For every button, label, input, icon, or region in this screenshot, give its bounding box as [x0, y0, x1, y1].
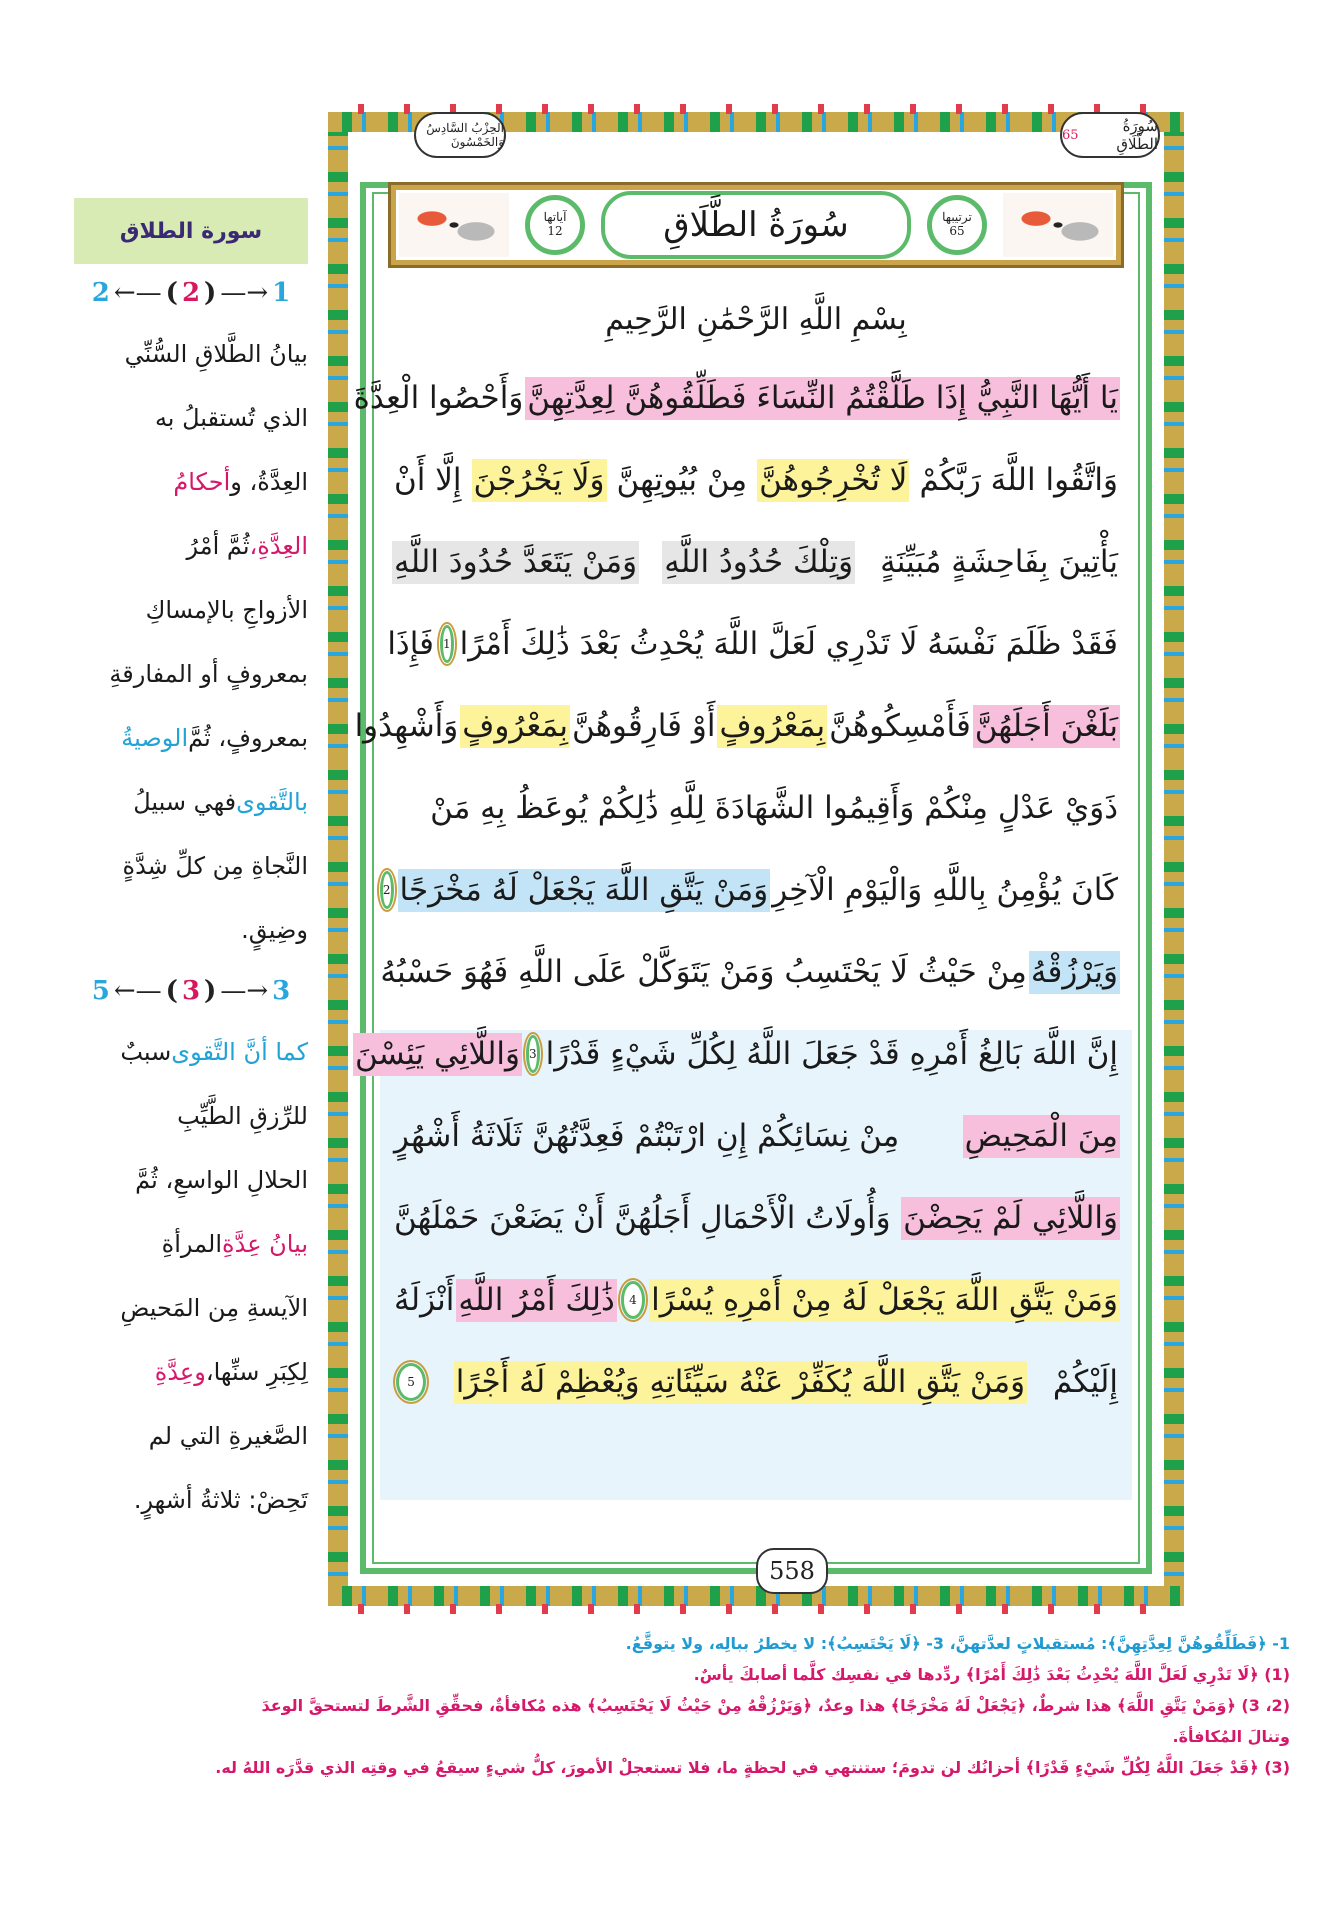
tafsir-text: ثُمَّ أمْرُ [186, 532, 250, 560]
range-group: 2 [181, 278, 201, 308]
verse-text: مِنْ نِسَائِكُمْ إِنِ ارْتَبْتُمْ فَعِدَّتُهُنَّ ثَلَاثَةُ أَشْهُرٍ [394, 1117, 900, 1154]
verse-text: كَانَ يُؤْمِنُ بِاللَّهِ وَالْيَوْمِ الْآخِرِ [772, 871, 1118, 908]
verse-text: مِنْ بُيُوتِهِنَّ [616, 461, 748, 498]
tafsir-text: بمعروفٍ، ثُمَّ [188, 724, 308, 752]
verse-text: وَأُولَاتُ الْأَحْمَالِ أَجَلُهُنَّ أَنْ يَضَعْنَ حَمْلَهُنَّ [394, 1199, 891, 1236]
arrow-right-icon: —→ [220, 976, 269, 1006]
verse-line [354, 1016, 1120, 1092]
surah-title [601, 191, 911, 259]
ayah-number-marker: 3 [526, 1035, 540, 1073]
tafsir-line [74, 1276, 308, 1340]
tafsir-keyword: بالتَّقوى [236, 788, 308, 816]
range-end: 2 [91, 278, 110, 308]
tafsir-line [74, 706, 308, 770]
verse-text: أَوْ فَارِقُوهُنَّ [571, 707, 716, 744]
tafsir-text: الصَّغيرةِ التي لم [148, 1422, 308, 1450]
tafsir-text: العِدَّةُ، و [230, 468, 308, 496]
tafsir-line [74, 1404, 308, 1468]
highlighted-phrase: يَا أَيُّهَا النَّبِيُّ إِذَا طَلَّقْتُمُ النِّسَاءَ فَطَلِّقُوهُنَّ لِعِدَّتِهِنَّ [525, 377, 1120, 420]
highlighted-phrase: وَمَنْ يَتَّقِ اللَّهَ يَجْعَلْ لَهُ مِنْ أَمْرِهِ يُسْرًا [649, 1279, 1120, 1322]
tafsir-line [74, 322, 308, 386]
verse-line [392, 1098, 1120, 1174]
tafsir-keyword: أحكامُ [173, 468, 231, 496]
highlighted-phrase: بَلَغْنَ أَجَلَهُنَّ [973, 705, 1120, 748]
tafsir-keyword: بيانُ عِدَّةِ [222, 1230, 308, 1258]
tafsir-text: الأزواجِ بالإمساكِ [145, 596, 308, 624]
tafsir-text: بيانُ الطَّلاقِ السُّنِّي [124, 340, 308, 368]
paren: ) [204, 278, 217, 308]
verse-text: وَاتَّقُوا اللَّهَ رَبَّكُمْ [919, 461, 1118, 498]
verse-text: مِنْ حَيْثُ لَا يَحْتَسِبُ وَمَنْ يَتَوَكَّلْ عَلَى اللَّهِ فَهُوَ حَسْبُهُ [380, 953, 1027, 990]
arrow-left-icon: ←— [113, 976, 162, 1006]
surah-title-text: سُورَةُ الطَّلَاقِ [663, 205, 849, 245]
arrow-right-icon: —→ [220, 278, 269, 308]
verse-text: فَأَمْسِكُوهُنَّ [829, 707, 971, 744]
verse-line [354, 688, 1120, 764]
highlighted-phrase: وَاللَّائِي لَمْ يَحِضْنَ [901, 1197, 1120, 1240]
tafsir-line [74, 1212, 308, 1276]
ayah-number-marker: 5 [396, 1363, 426, 1401]
tafsir-line [74, 898, 308, 962]
verses-count-label: آياتها [543, 210, 567, 225]
tafsir-line [74, 1340, 308, 1404]
sidebar-title: سورة الطلاق [74, 198, 308, 264]
tafsir-text: الحلالِ الواسعِ، ثُمَّ [135, 1166, 308, 1194]
highlighted-phrase: لَا تُخْرِجُوهُنَّ [757, 459, 909, 502]
hizb-label [414, 112, 506, 158]
verse-text: يَأْتِينَ بِفَاحِشَةٍ مُبَيِّنَةٍ [880, 543, 1118, 580]
surah-label [1060, 112, 1160, 158]
highlighted-phrase: وَمَنْ يَتَّقِ اللَّهَ يُكَفِّرْ عَنْهُ سَيِّئَاتِهِ وَيُعْظِمْ لَهُ أَجْرًا [454, 1361, 1027, 1404]
tafsir-text: الذي تُستقبلُ به [154, 404, 308, 432]
footnote-line: 1- ﴿فَطَلِّقُوهُنَّ لِعِدَّتِهِنَّ﴾: مُستقبلاتٍ لعدَّتهنَّ، 3- ﴿لَا يَحْتَسِبُ﴾: لا يخطرُ ببالِه، ولا يتوقَّعُ. [625, 1634, 1290, 1653]
tafsir-text: فهي سبيلُ [133, 788, 237, 816]
tafsir-line [74, 1084, 308, 1148]
tafsir-line [74, 514, 308, 578]
tafsir-text: تَحِضْ: ثلاثةُ أشهرٍ. [133, 1486, 308, 1514]
ayah-number-marker: 4 [621, 1281, 645, 1319]
verse-line [392, 1180, 1120, 1256]
tafsir-line [74, 1148, 308, 1212]
ayah-number-marker: 2 [380, 871, 394, 909]
range-group: 3 [181, 976, 201, 1006]
paren: ( [165, 278, 178, 308]
tafsir-text: النَّجاةِ مِن كلِّ شِدَّةٍ [122, 852, 308, 880]
verse-text: إِلَّا أَنْ [394, 461, 462, 498]
range-start: 3 [272, 976, 291, 1006]
tafsir-text: لِكِبَرِ سنِّها، [205, 1358, 308, 1386]
hizb-text: الحِزْبُ السَّادِسُ وَالخَمْسُونَ [426, 121, 504, 149]
tafsir-text: بمعروفٍ أو المفارقةِ [109, 660, 308, 688]
tafsir-keyword: العِدَّةِ، [249, 532, 308, 560]
tafsir-text: الآيسةِ مِن المَحيضِ [120, 1294, 308, 1322]
highlighted-phrase: وَتِلْكَ حُدُودُ اللَّهِ [662, 541, 855, 584]
verse-line [392, 770, 1120, 846]
tafsir-line [74, 578, 308, 642]
verse-text: فَإِذَا [387, 625, 434, 662]
verse-text: أَنْزَلَهُ [394, 1281, 455, 1318]
verse-text: ذَوَيْ عَدْلٍ مِنْكُمْ وَأَقِيمُوا الشَّهَادَةَ لِلَّهِ ذَٰلِكُمْ يُوعَظُ بِهِ مَنْ [430, 789, 1118, 826]
tafsir-sidebar [74, 198, 308, 1532]
verses-count-value: 12 [547, 224, 563, 238]
arrow-left-icon: ←— [113, 278, 162, 308]
paren: ( [165, 976, 178, 1006]
surah-order-value: 65 [949, 224, 965, 238]
tafsir-text: وضِيقٍ. [241, 916, 308, 944]
verse-text: وَأَحْصُوا الْعِدَّةَ [353, 379, 524, 416]
highlighted-phrase: وَيَرْزُقْهُ [1029, 951, 1120, 994]
surah-order-label: ترتيبها [942, 210, 972, 225]
verses-count-medallion [525, 195, 585, 255]
footnotes [40, 1628, 1290, 1783]
verse-range-indicator [74, 264, 308, 322]
tafsir-line [74, 386, 308, 450]
range-end: 5 [91, 976, 110, 1006]
verse-line [380, 934, 1120, 1010]
highlighted-phrase: وَمَنْ يَتَعَدَّ حُدُودَ اللَّهِ [392, 541, 639, 584]
verse-line [382, 852, 1120, 928]
ayah-number-marker: 1 [440, 625, 454, 663]
tafsir-keyword: كما أنَّ التَّقوى [171, 1038, 308, 1066]
bismillah: بِسْمِ اللَّهِ الرَّحْمَٰنِ الرَّحِيمِ [605, 302, 907, 337]
tafsir-keyword: الوصيةُ [121, 724, 189, 752]
verse-line [392, 1262, 1120, 1338]
highlighted-phrase: وَاللَّائِي يَئِسْنَ [353, 1033, 522, 1076]
verse-line [392, 442, 1120, 518]
highlighted-phrase: وَلَا يَخْرُجْنَ [472, 459, 607, 502]
footnote-line: (2، 3) ﴿وَمَنْ يَتَّقِ اللَّهَ﴾ هذا شرطٌ، ﴿يَجْعَلْ لَهُ مَخْرَجًا﴾ هذا وعدٌ، ﴿وَيَرْزُقْهُ مِنْ حَيْثُ لَا يَحْتَسِبُ﴾ هذه مُكافأةٌ، فحقِّقِ الشَّرطَ لتستحقَّ الوعدَ [261, 1696, 1290, 1715]
tafsir-keyword: وعِدَّةِ [154, 1358, 206, 1386]
range-start: 1 [272, 278, 291, 308]
surah-number: 65 [1062, 127, 1079, 143]
tafsir-line [74, 1468, 308, 1532]
tafsir-line [74, 1020, 308, 1084]
verse-line [387, 606, 1120, 682]
verse-text: إِلَيْكُمْ [1052, 1363, 1118, 1400]
verse-line [392, 524, 1120, 600]
highlighted-phrase: وَمَنْ يَتَّقِ اللَّهَ يَجْعَلْ لَهُ مَخْرَجًا [398, 869, 771, 912]
verse-line [392, 1344, 1120, 1420]
floral-ornament-icon [1003, 193, 1113, 257]
footnote-line: وتنالَ المُكافأةَ. [1172, 1727, 1290, 1746]
verse-text: إِنَّ اللَّهَ بَالِغُ أَمْرِهِ قَدْ جَعَلَ اللَّهُ لِكُلِّ شَيْءٍ قَدْرًا [545, 1035, 1118, 1072]
tafsir-text: المرأةِ [161, 1230, 223, 1258]
highlighted-phrase: مِنَ الْمَحِيضِ [963, 1115, 1120, 1158]
tafsir-line [74, 642, 308, 706]
paren: ) [204, 976, 217, 1006]
page-number [756, 1548, 828, 1594]
verse-text: وَأَشْهِدُوا [354, 707, 459, 744]
floral-ornament-icon [399, 193, 509, 257]
sidebar-sections [74, 264, 308, 1532]
surah-label-text: سُورَةُ الطَّلَاقِ [1116, 117, 1158, 153]
tafsir-line [74, 834, 308, 898]
highlighted-phrase: بِمَعْرُوفٍ [460, 705, 570, 748]
footnote-line: (3) ﴿قَدْ جَعَلَ اللَّهُ لِكُلِّ شَيْءٍ قَدْرًا﴾ أحزانُك لن تدومَ؛ ستنتهي في لحظةٍ ما، فلا تستعجلْ الأمورَ، كلُّ شيءٍ سيقعُ في وقتِه الذي قدَّرَه اللهُ له. [215, 1758, 1290, 1777]
tafsir-line [74, 770, 308, 834]
footnote-line: (1) ﴿لَا تَدْرِي لَعَلَّ اللَّهَ يُحْدِثُ بَعْدَ ذَٰلِكَ أَمْرًا﴾ ردِّدها في نفسِك كلَّما أصابكَ يأسٌ. [693, 1665, 1290, 1684]
page-number-text: 558 [769, 1557, 815, 1585]
tafsir-text: سببٌ [120, 1038, 172, 1066]
verse-line [353, 360, 1120, 436]
tafsir-line [74, 450, 308, 514]
surah-banner [388, 182, 1124, 268]
surah-order-medallion [927, 195, 987, 255]
highlighted-phrase: ذَٰلِكَ أَمْرُ اللَّهِ [456, 1279, 616, 1322]
tafsir-text: للرِّزقِ الطَّيِّبِ [177, 1102, 308, 1130]
verse-text: فَقَدْ ظَلَمَ نَفْسَهُ لَا تَدْرِي لَعَلَّ اللَّهَ يُحْدِثُ بَعْدَ ذَٰلِكَ أَمْرًا [459, 625, 1118, 662]
highlighted-phrase: بِمَعْرُوفٍ [717, 705, 827, 748]
verse-range-indicator [74, 962, 308, 1020]
ornament-bottom-finials [340, 1604, 1172, 1614]
